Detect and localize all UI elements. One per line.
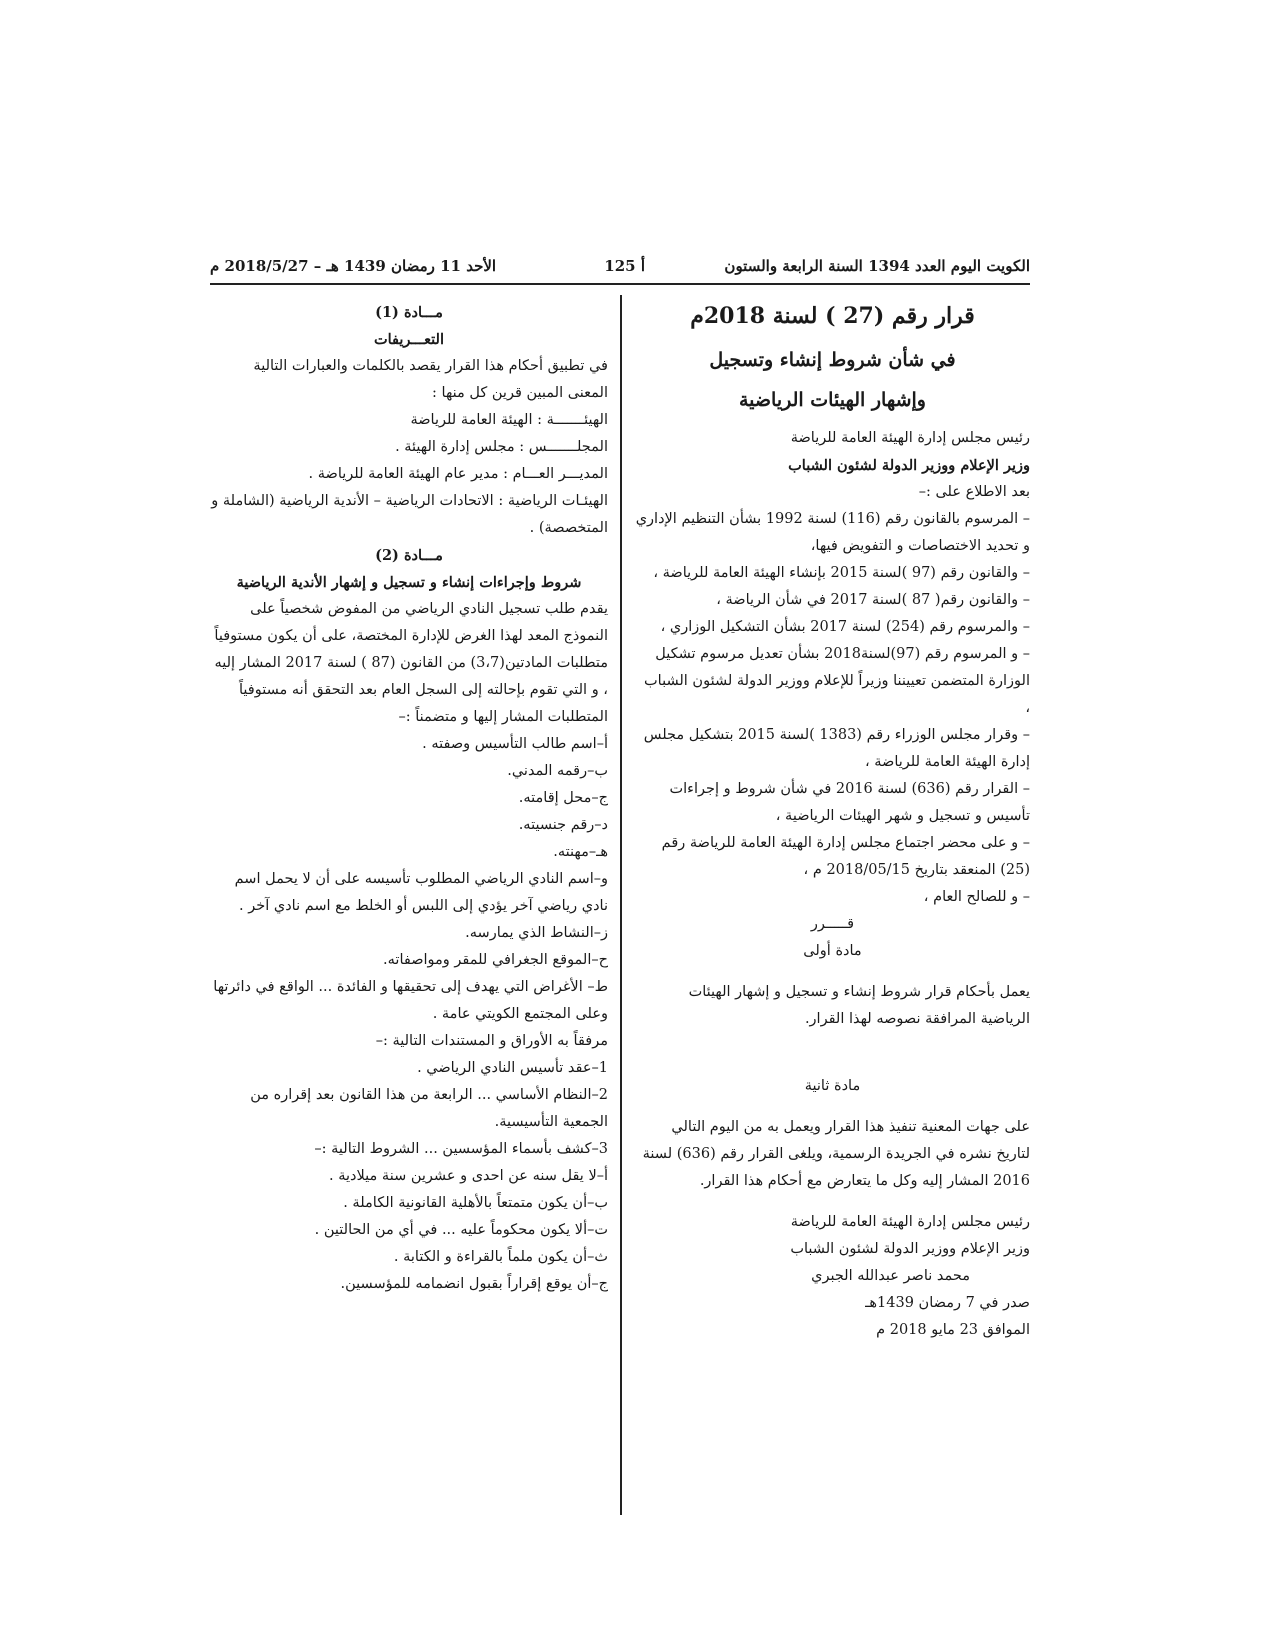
signature-title-2: وزير الإعلام ووزير الدولة لشئون الشباب [790, 1241, 1030, 1257]
column-divider [620, 295, 622, 1515]
decree-heading: قـــــرر [810, 916, 855, 932]
article-2-heading: مـــادة (2) [375, 547, 443, 564]
page-header [210, 255, 1030, 281]
preamble-line: بعد الاطلاع على :– [918, 484, 1030, 500]
issue-date: صدر في 7 رمضان 1439هـ [865, 1295, 1030, 1311]
list-item: ط– الأغراض التي يهدف إلى تحقيقها و الفائدة ... الواقع في دائرتها وعلى المجتمع الكويتي عامة . [213, 979, 608, 1022]
definition-item: المديـــر العـــام : مدير عام الهيئة العامة للرياضة . [308, 466, 608, 482]
list-item: ح–الموقع الجغرافي للمقر ومواصفاته. [383, 952, 608, 968]
signature-title-1: رئيس مجلس إدارة الهيئة العامة للرياضة [790, 1214, 1030, 1230]
preamble-line: وزير الإعلام ووزير الدولة لشئون الشباب [788, 457, 1030, 474]
header-date: الأحد 11 رمضان 1439 هـ – 2018/5/27 م [210, 257, 497, 275]
decision-subtitle-1: في شأن شروط إنشاء وتسجيل [709, 349, 956, 371]
article-2-intro: يقدم طلب تسجيل النادي الرياضي من المفوض شخصياً على النموذج المعد لهذا الغرض للإدارة المختصة، على أن يكون مستوفياً متطلبات المادتين(3،7) من القانون (87 ) لسنة 2017 المشار إليه ، و التي تقوم بإحالته إلى السجل العام بعد التحقق أنه مستوفياً المتطلبات المشار إليها و متضمناً :– [214, 601, 608, 725]
list-item: و–اسم النادي الرياضي المطلوب تأسيسه على أن لا يحمل اسم نادي رياضي آخر يؤدي إلى اللبس أو الخلط مع اسم نادي آخر . [234, 871, 608, 914]
list-item: ج–محل إقامته. [518, 790, 608, 806]
preamble-line: – وقرار مجلس الوزراء رقم (1383 )لسنة 2015 بتشكيل مجلس إدارة الهيئة العامة للرياضة ، [643, 727, 1030, 770]
list-item: 3–كشف بأسماء المؤسسين ... الشروط التالية :– [314, 1141, 608, 1157]
list-item: ز–النشاط الذي يمارسه. [465, 925, 608, 941]
preamble-line: – و للصالح العام ، [923, 889, 1030, 905]
list-item: أ–لا يقل سنه عن احدى و عشرين سنة ميلادية . [329, 1168, 608, 1184]
preamble-line: – والمرسوم رقم (254) لسنة 2017 بشأن التشكيل الوزاري ، [660, 619, 1030, 635]
signatory-name: محمد ناصر عبدالله الجبري [811, 1268, 970, 1284]
list-item: ب–أن يكون متمتعاً بالأهلية القانونية الكاملة . [343, 1195, 608, 1211]
list-item: مرفقاً به الأوراق و المستندات التالية :– [375, 1033, 608, 1049]
definition-item: الهيئـات الرياضية : الاتحادات الرياضية – الأندية الرياضية (الشاملة و المتخصصة) . [211, 493, 608, 536]
article-two-text: على جهات المعنية تنفيذ هذا القرار ويعمل به من اليوم التالي لتاريخ نشره في الجريدة الرسمية، ويلغى القرار رقم (636) لسنة 2016 المشار إليه وكل ما يتعارض مع أحكام هذا القرار. [642, 1119, 1030, 1189]
preamble-line: رئيس مجلس إدارة الهيئة العامة للرياضة [790, 430, 1030, 446]
definition-item: المجلـــــــس : مجلس إدارة الهيئة . [395, 439, 608, 455]
list-item: هـ–مهنته. [553, 844, 608, 860]
definitions-heading: التعـــريفات [373, 331, 444, 348]
list-item: 2–النظام الأساسي ... الرابعة من هذا القانون بعد إقراره من الجمعية التأسيسية. [250, 1087, 608, 1130]
preamble-line: – القرار رقم (636) لسنة 2016 في شأن شروط و إجراءات تأسيس و تسجيل و شهر الهيئات الرياضية ، [669, 781, 1030, 824]
decision-title: قرار رقم (27 ) لسنة 2018م [690, 303, 975, 329]
list-item: ت–ألا يكون محكوماً عليه ... في أي من الحالتين . [314, 1222, 608, 1238]
list-item: 1–عقد تأسيس النادي الرياضي . [417, 1060, 608, 1076]
header-issue: الكويت اليوم العدد 1394 السنة الرابعة والستون [724, 257, 1030, 275]
preamble-line: – و المرسوم رقم (97)لسنة2018 بشأن تعديل مرسوم تشكيل الوزارة المتضمن تعييننا وزيراً للإعلام ووزير الدولة لشئون الشباب ، [644, 646, 1030, 716]
list-item: ج–أن يوقع إقراراً بقبول انضمامه للمؤسسين. [340, 1276, 608, 1292]
article-two-heading: مادة ثانية [804, 1078, 861, 1094]
decision-subtitle-2: وإشهار الهيئات الرياضية [739, 389, 926, 411]
article-1-heading: مـــادة (1) [375, 304, 443, 321]
preamble-line: – و على محضر اجتماع مجلس إدارة الهيئة العامة للرياضة رقم (25) المنعقد بتاريخ 2018/05/15 م ، [661, 835, 1030, 878]
preamble-line: – المرسوم بالقانون رقم (116) لسنة 1992 بشأن التنظيم الإداري و تحديد الاختصاصات و التفويض فيها، [635, 511, 1030, 554]
article-2-subheading: شروط وإجراءات إنشاء و تسجيل و إشهار الأندية الرياضية [236, 574, 582, 591]
header-rule [210, 283, 1030, 285]
corresponding-date: الموافق 23 مايو 2018 م [876, 1322, 1030, 1338]
list-item: أ–اسم طالب التأسيس وصفته . [422, 736, 608, 752]
preamble-line: – والقانون رقم( 87 )لسنة 2017 في شأن الرياضة ، [716, 592, 1030, 608]
definition-item: الهيئـــــــة : الهيئة العامة للرياضة [410, 412, 608, 428]
preamble-line: – والقانون رقم (97 )لسنة 2015 بإنشاء الهيئة العامة للرياضة ، [653, 565, 1030, 581]
list-item: ب–رقمه المدني. [507, 763, 608, 779]
left-column [210, 299, 608, 1298]
header-page-number: أ 125 [604, 257, 645, 275]
list-item: ث–أن يكون ملماً بالقراءة و الكتابة . [393, 1249, 608, 1265]
list-item: د–رقم جنسيته. [518, 817, 608, 833]
article-one-text: يعمل بأحكام قرار شروط إنشاء و تسجيل و إشهار الهيئات الرياضية المرافقة نصوصه لهذا القرار. [688, 984, 1030, 1027]
definitions-intro: في تطبيق أحكام هذا القرار يقصد بالكلمات والعبارات التالية المعنى المبين قرين كل منها : [253, 358, 608, 401]
gazette-page [210, 255, 1030, 1515]
article-one-heading: مادة أولى [803, 943, 862, 959]
right-column [635, 299, 1030, 1344]
